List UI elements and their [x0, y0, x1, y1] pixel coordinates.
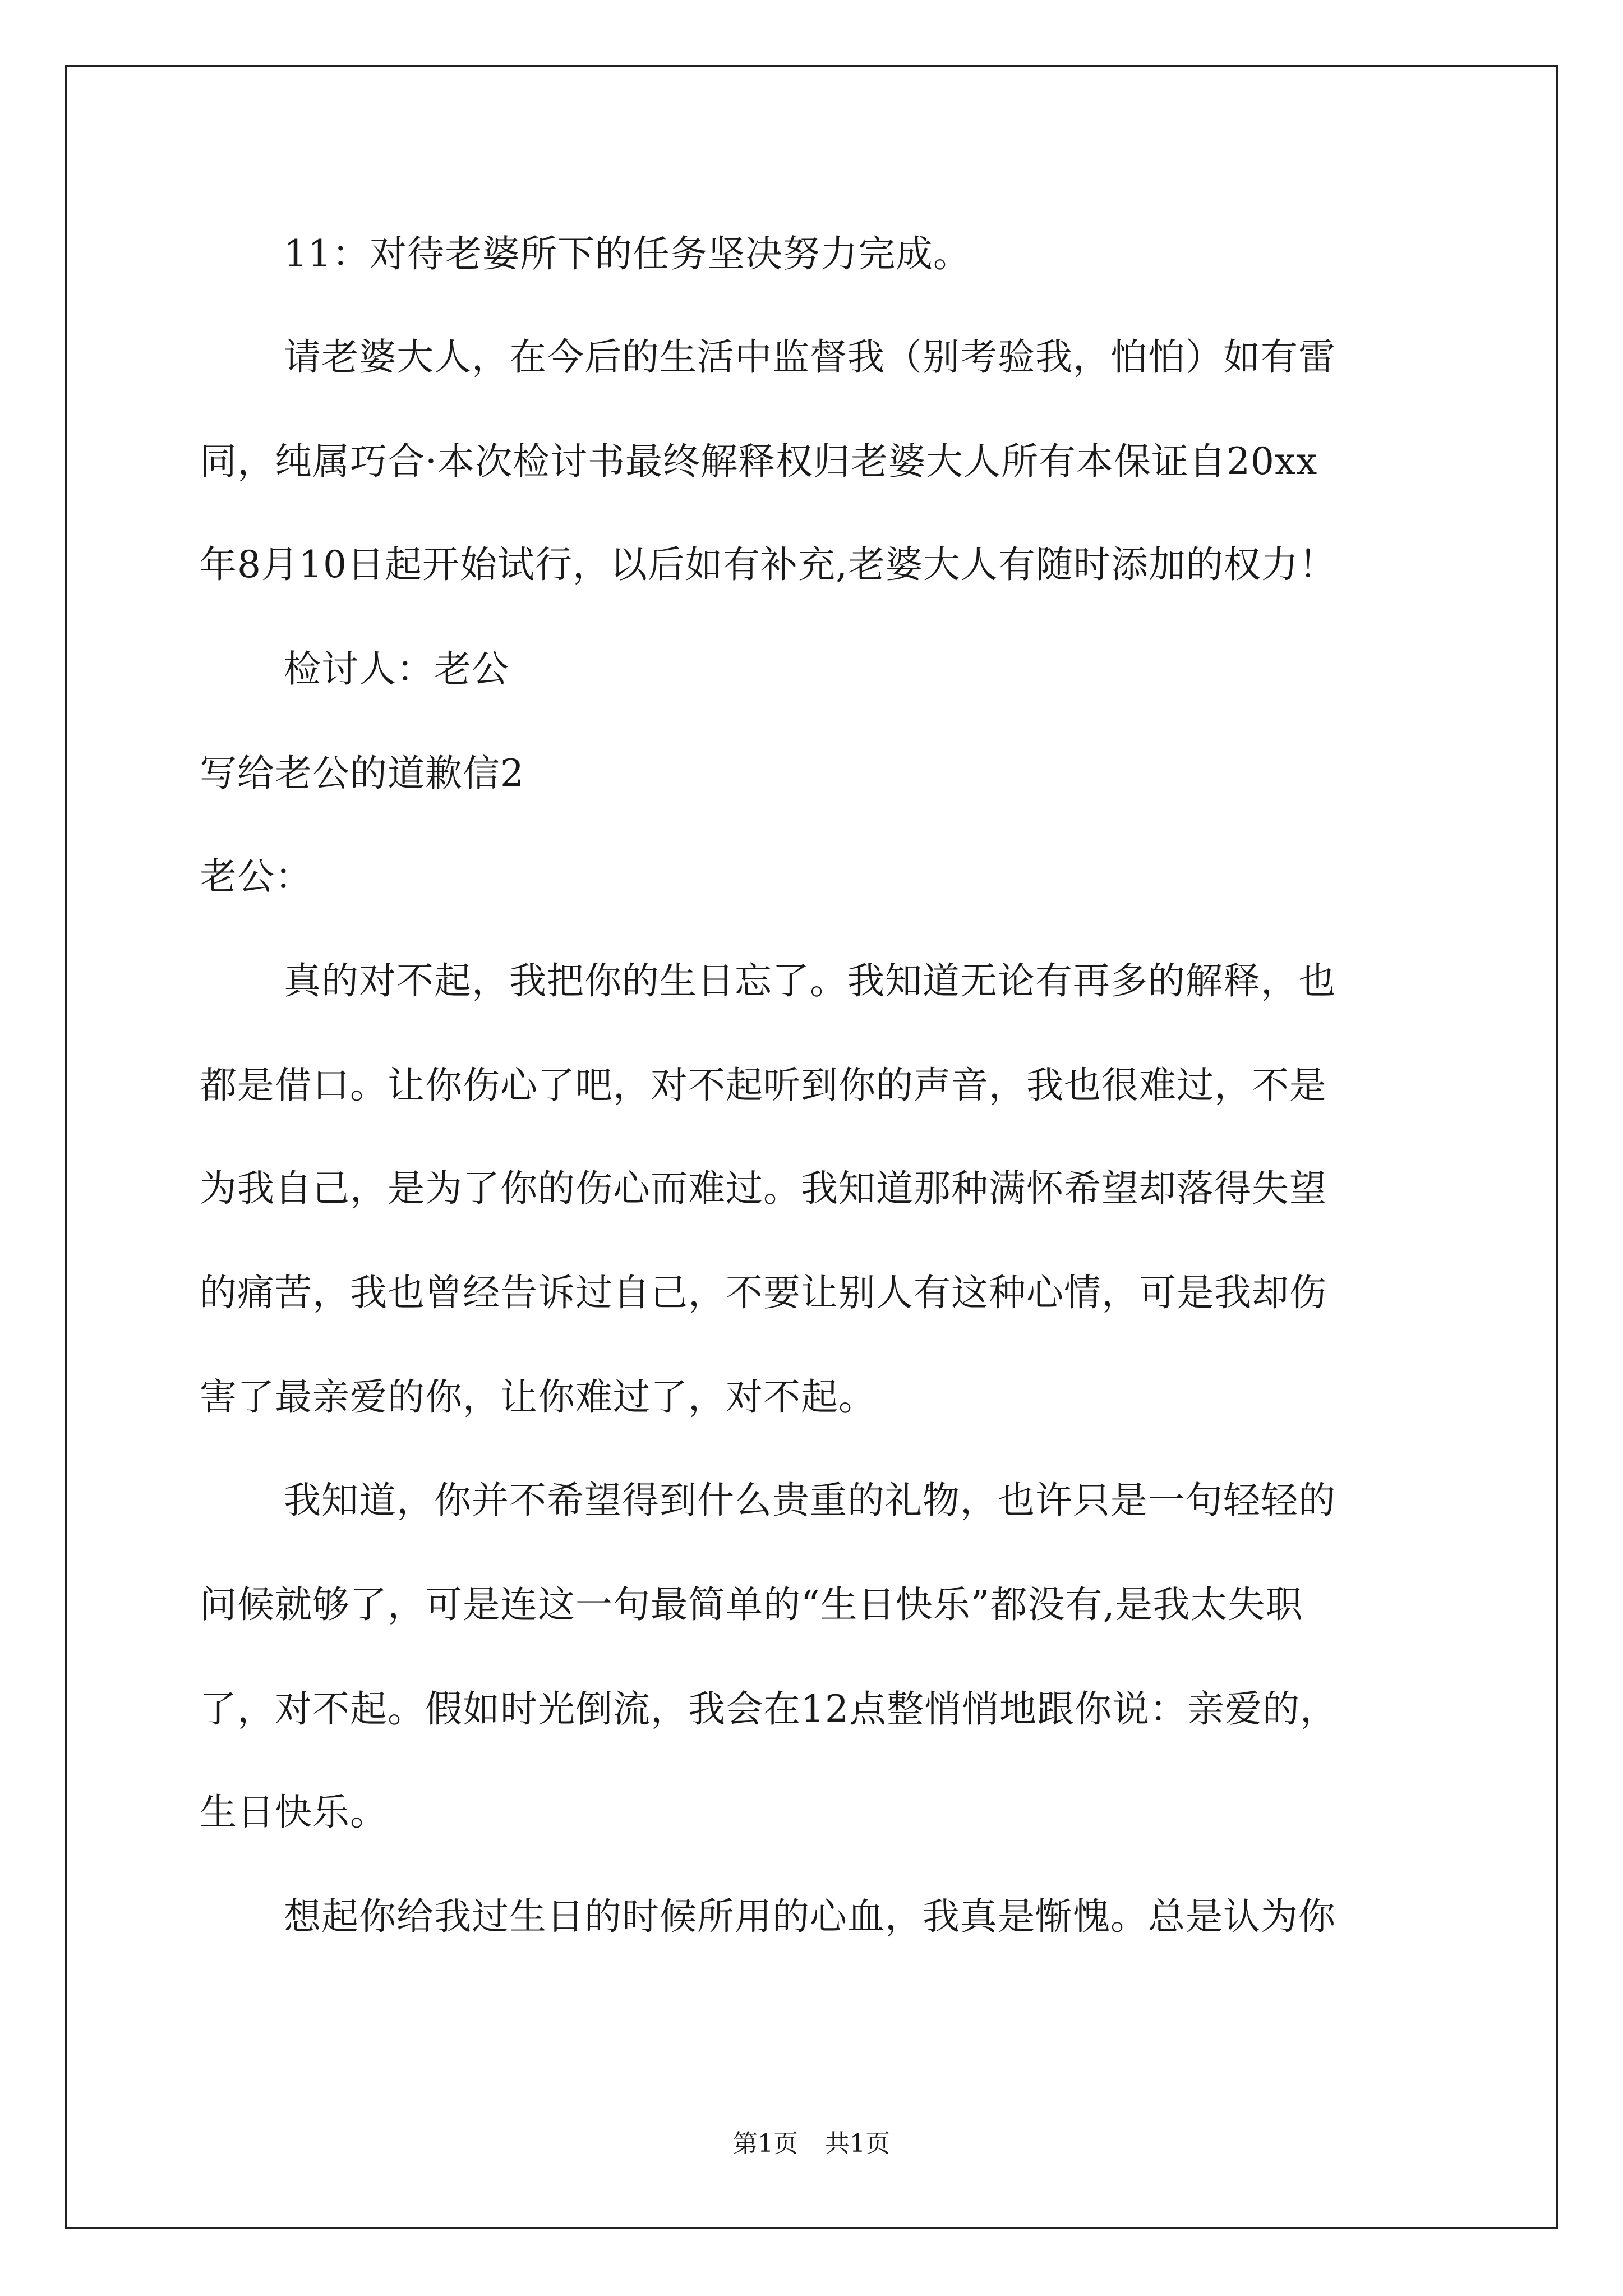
- salutation: 老公：: [200, 855, 312, 898]
- section-heading: 写给老公的道歉信2: [200, 752, 524, 795]
- text-line: 年8月10日起开始试行，以后如有补充,老婆大人有随时添加的权力！: [200, 543, 1336, 586]
- text-line: 为我自己，是为了你的伤心而难过。我知道那种满怀希望却落得失望: [200, 1167, 1327, 1210]
- text-line: 真的对不起，我把你的生日忘了。我知道无论有再多的解释，也: [284, 959, 1336, 1002]
- text-line: 了，对不起。假如时光倒流，我会在12点整悄悄地跟你说：亲爱的，: [200, 1687, 1338, 1731]
- page-number: 第1页: [733, 2129, 798, 2158]
- page-footer: [0, 2127, 1623, 2161]
- text-line: 请老婆大人，在今后的生活中监督我（别考验我，怕怕）如有雷: [284, 335, 1336, 379]
- text-line: 害了最亲爱的你，让你难过了，对不起。: [200, 1375, 876, 1419]
- text-line: 检讨人：老公: [284, 647, 509, 691]
- text-line: 想起你给我过生日的时候所用的心血，我真是惭愧。总是认为你: [284, 1895, 1336, 1938]
- text-line: 都是借口。让你伤心了吧，对不起听到你的声音，我也很难过，不是: [200, 1064, 1327, 1107]
- text-line: 同，纯属巧合·本次检讨书最终解释权归老婆大人所有本保证自20xx: [200, 440, 1318, 483]
- text-line: 11：对待老婆所下的任务坚决努力完成。: [284, 232, 971, 275]
- text-line: 的痛苦，我也曾经告诉过自己，不要让别人有这种心情，可是我却伤: [200, 1271, 1327, 1314]
- text-line: 问候就够了，可是连这一句最简单的“生日快乐”都没有,是我太失职: [200, 1583, 1303, 1626]
- page-total: 共1页: [825, 2129, 890, 2158]
- text-line: 我知道，你并不希望得到什么贵重的礼物，也许只是一句轻轻的: [284, 1479, 1336, 1522]
- text-line: 生日快乐。: [200, 1791, 388, 1834]
